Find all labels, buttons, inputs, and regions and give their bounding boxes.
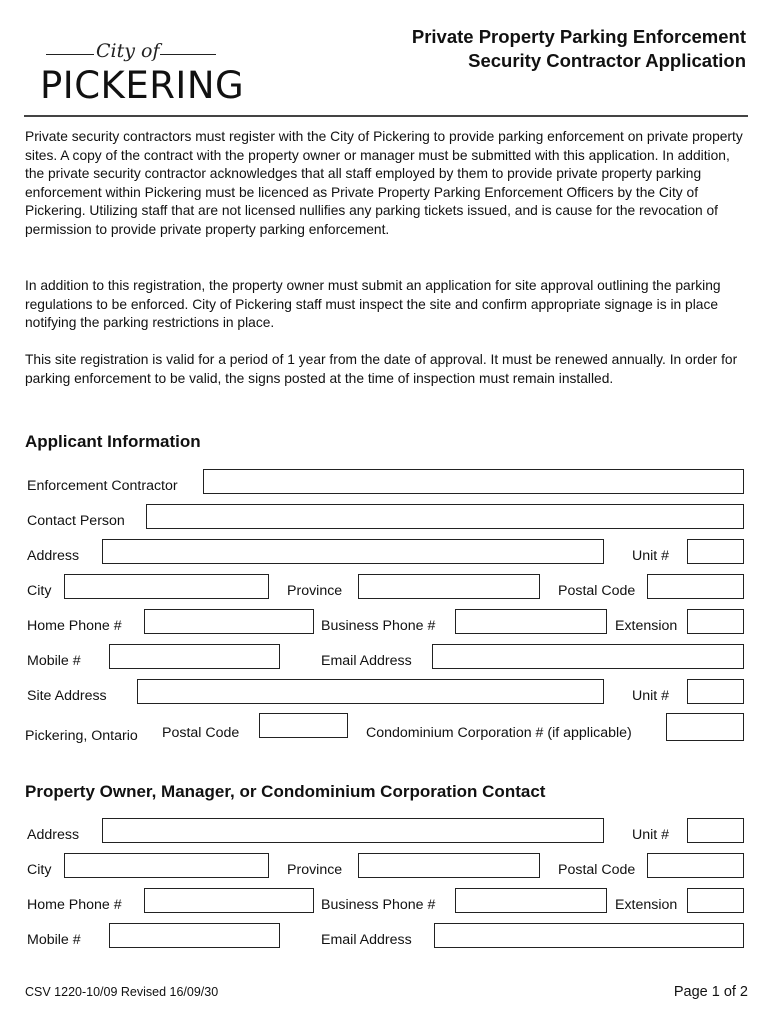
logo-pickering: PICKERING	[40, 64, 245, 107]
owner-extension-field[interactable]	[687, 888, 744, 913]
address-label: Address	[27, 548, 80, 564]
form-code: CSV 1220-10/09 Revised 16/09/30	[25, 985, 219, 999]
header-divider	[24, 115, 748, 117]
business-phone-label: Business Phone #	[321, 618, 436, 634]
city-label: City	[27, 583, 52, 599]
mobile-field[interactable]	[109, 644, 280, 669]
owner-postal-code-field[interactable]	[647, 853, 744, 878]
owner-section-heading: Property Owner, Manager, or Condominium Corporation Contact	[25, 782, 546, 801]
site-postal-code-label: Postal Code	[162, 725, 240, 741]
contact-person-label: Contact Person	[27, 513, 125, 529]
owner-business-phone-field[interactable]	[455, 888, 607, 913]
province-field[interactable]	[358, 574, 540, 599]
address-field[interactable]	[102, 539, 604, 564]
unit-field[interactable]	[687, 539, 744, 564]
logo-line-right	[160, 54, 216, 55]
postal-code-label: Postal Code	[558, 583, 636, 599]
owner-address-label: Address	[27, 827, 80, 843]
owner-home-phone-label: Home Phone #	[27, 897, 122, 913]
postal-code-field[interactable]	[647, 574, 744, 599]
business-phone-field[interactable]	[455, 609, 607, 634]
intro-paragraph-1: Private security contractors must register with the City of Pickering to provide parking enforcement on private property sites. A copy of the contract with the property owner or manager must be submitted with this application. In addition, the private security contractor acknowledges that all staff employed by them to provide private property parking enforcement within Pickering must be licenced as Private Property Parking Enforcement Officers by the City of Pickering. Utilizing staff that are not licensed nullifies any parking tickets issued, and is cause for the revocation of permission to provide private property parking enforcement.	[25, 129, 743, 237]
applicant-section-heading: Applicant Information	[25, 432, 201, 451]
home-phone-label: Home Phone #	[27, 618, 122, 634]
owner-email-label: Email Address	[321, 932, 412, 948]
owner-unit-field[interactable]	[687, 818, 744, 843]
owner-extension-label: Extension	[615, 897, 678, 913]
contact-person-field[interactable]	[146, 504, 744, 529]
owner-business-phone-label: Business Phone #	[321, 897, 436, 913]
intro-paragraph-2: In addition to this registration, the property owner must submit an application for site approval outlining the parking regulations to be enforced. City of Pickering staff must inspect the site and confirm appropriate signage is in place notifying the parking restrictions in place.	[25, 278, 721, 331]
logo-city-of: City of	[96, 40, 160, 62]
unit-label: Unit #	[632, 548, 670, 564]
logo-line-left	[46, 54, 94, 55]
condo-corp-label: Condominium Corporation # (if applicable)	[366, 725, 632, 741]
owner-address-field[interactable]	[102, 818, 604, 843]
owner-province-field[interactable]	[358, 853, 540, 878]
site-unit-label: Unit #	[632, 688, 670, 704]
extension-label: Extension	[615, 618, 678, 634]
owner-email-field[interactable]	[434, 923, 744, 948]
owner-unit-label: Unit #	[632, 827, 670, 843]
email-label: Email Address	[321, 653, 412, 669]
owner-postal-code-label: Postal Code	[558, 862, 636, 878]
form-title-line-1: Private Property Parking Enforcement	[411, 26, 746, 47]
home-phone-field[interactable]	[144, 609, 314, 634]
owner-home-phone-field[interactable]	[144, 888, 314, 913]
email-field[interactable]	[432, 644, 744, 669]
owner-mobile-field[interactable]	[109, 923, 280, 948]
enforcement-contractor-label: Enforcement Contractor	[27, 478, 178, 494]
site-address-label: Site Address	[27, 688, 107, 704]
enforcement-contractor-field[interactable]	[203, 469, 744, 494]
site-address-field[interactable]	[137, 679, 604, 704]
province-label: Province	[287, 583, 343, 599]
owner-city-label: City	[27, 862, 52, 878]
pickering-ontario-label: Pickering, Ontario	[25, 728, 138, 744]
site-postal-code-field[interactable]	[259, 713, 348, 738]
owner-city-field[interactable]	[64, 853, 269, 878]
form-title-line-2: Security Contractor Application	[468, 50, 746, 71]
extension-field[interactable]	[687, 609, 744, 634]
page-number: Page 1 of 2	[673, 984, 748, 1000]
intro-paragraph-3: This site registration is valid for a period of 1 year from the date of approval. It must be renewed annually. In order for parking enforcement to be valid, the signs posted at the time of inspection must remain installed.	[25, 352, 738, 386]
site-unit-field[interactable]	[687, 679, 744, 704]
owner-province-label: Province	[287, 862, 343, 878]
owner-mobile-label: Mobile #	[27, 932, 81, 948]
condo-corp-field[interactable]	[666, 713, 744, 741]
city-field[interactable]	[64, 574, 269, 599]
mobile-label: Mobile #	[27, 653, 81, 669]
